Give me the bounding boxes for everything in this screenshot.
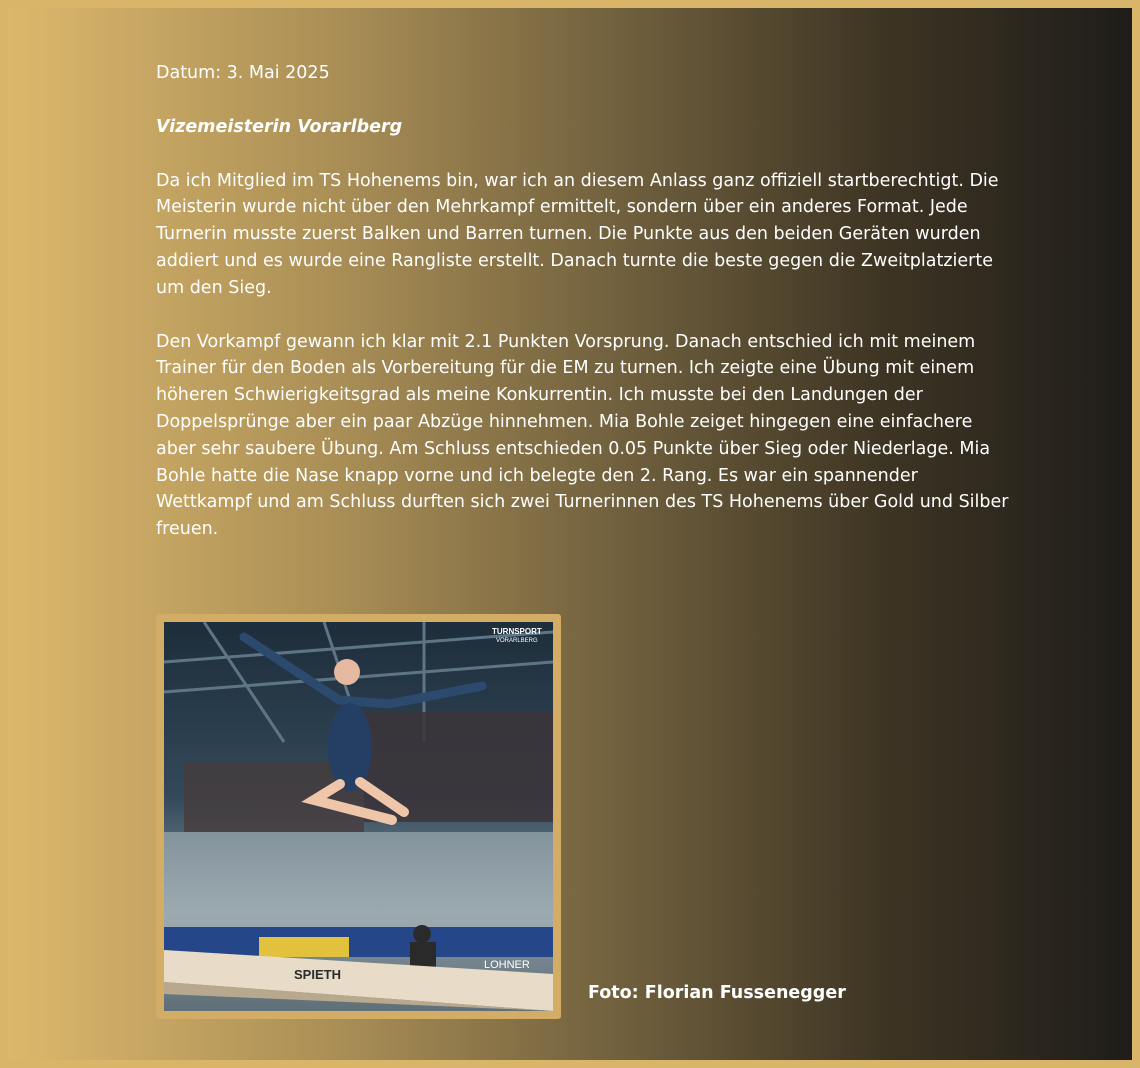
banner-text: LOHNER (484, 959, 530, 971)
beam-brand: SPIETH (294, 967, 341, 982)
watermark-logo: TURNSPORT (492, 627, 542, 636)
watermark-logo-sub: VORARLBERG (496, 638, 538, 644)
article-paragraph: Den Vorkampf gewann ich klar mit 2.1 Punkten Vorsprung. Danach entschied ich mit meinem Trainer für den Boden als Vorbereitung für die EM zu turnen. Ich zeigte eine Übung mit einem höheren Schwierigkeitsgrad als meine Konkurrentin. Ich musste bei den Landungen der Doppelsprünge aber ein paar Abzüge hinnehmen. Mia Bohle zeiget hingegen eine einfachere aber sehr saubere Übung. Am Schluss entschieden 0.05 Punkte über Sieg oder Niederlage. Mia Bohle hatte die Nase knapp vorne und ich belegte den 2. Rang. Es war ein spannender Wettkampf und am Schluss durften sich zwei Turnerinnen des TS Hohenems über Gold und Silber freuen. (156, 331, 1009, 540)
article-title: Vizemeisterin Vorarlberg (156, 116, 403, 137)
gymnast-photo-illustration (164, 622, 553, 1011)
photo-credit: Foto: Florian Fussenegger (588, 983, 846, 1003)
photographer (413, 925, 431, 943)
article-text (156, 60, 1016, 570)
sponsor-banners (164, 927, 553, 957)
article-paragraph: Da ich Mitglied im TS Hohenems bin, war ich an diesem Anlass ganz offiziell startberechtigt. Die Meisterin wurde nicht über den Mehrkampf ermittelt, sondern über ein anderes Format. Jede Turnerin musste zuerst Balken und Barren turnen. Die Punkte aus den beiden Geräten wurden addiert und es wurde eine Rangliste erstellt. Danach turnte die beste gegen die Zweitplatzierte um den Sieg. (156, 170, 999, 298)
yellow-banner (259, 937, 349, 957)
article-date: Datum: 3. Mai 2025 (156, 63, 330, 83)
glass-barrier (164, 832, 553, 927)
gymnast-photo (156, 614, 561, 1019)
